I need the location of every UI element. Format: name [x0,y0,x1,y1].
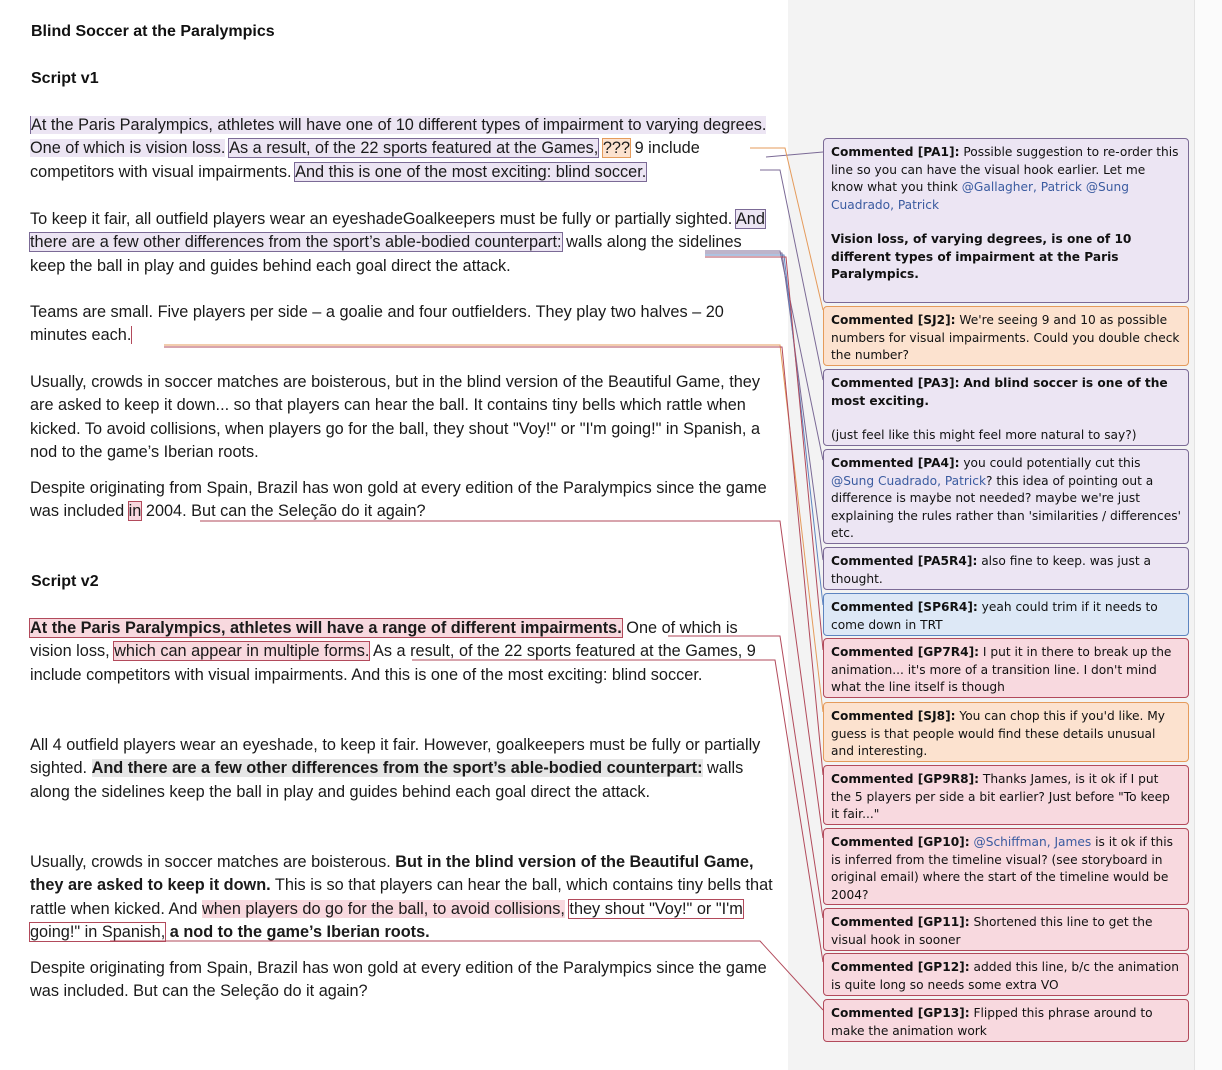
comment-mentions[interactable]: @Sung Cuadrado, Patrick [831,473,987,488]
comment-sp6r4[interactable] [823,593,1189,636]
v2-p3-sentence-1: Usually, crowds in soccer matches are boisterous. [30,853,391,871]
v2-paragraph-2 [30,734,778,804]
comment-suggested-text: Vision loss, of varying degrees, is one of 10 different types of impairment at the Paris Paralympics. [831,232,1132,281]
comment-body: added this line, b/c the animation is quite long so needs some extra VO [831,960,1179,992]
comment-author-label: Commented [GP12]: [831,960,970,974]
comment-body: Shortened this line to get the visual hook in sooner [831,915,1153,947]
comment-body: You can chop this if you'd like. My guess is that people would find these details unusual and interesting. [831,709,1165,758]
v1-p1-question-marks: ??? [602,139,631,158]
comment-pa5r4[interactable] [823,547,1189,590]
comment-author-label: Commented [SJ2]: [831,313,956,327]
v2-p1-sentence-3: which can appear in multiple forms. [114,642,370,661]
comment-sj8[interactable] [823,702,1189,762]
comment-body: We're seeing 9 and 10 as possible numbers for visual impairments. Could you double check the number? [831,313,1180,362]
v2-paragraph-3 [30,851,778,944]
comment-mentions[interactable]: @Gallagher, Patrick @Sung Cuadrado, Patrick [831,180,1129,212]
comment-body: I put it in there to break up the animation... it's more of a transition line. I don't mind what the line itself is though [831,645,1172,694]
comment-suggested-text: And blind soccer is one of the most exciting. [831,376,1168,408]
v1-paragraph-4 [30,371,778,464]
v2-p3-sentence-3: This is so that players can hear the ball, which contains tiny bells that rattle when kicked. And [30,876,773,918]
comment-gp7r4[interactable] [823,638,1189,698]
comment-pa1[interactable] [823,138,1189,303]
comment-body: (just feel like this might feel more natural to say?) [831,428,1137,442]
script-v2-heading: Script v2 [31,573,99,590]
comment-body-start: you could potentially cut this [963,456,1141,470]
v1-p3-sentence-1: Teams are small. Five players per side – a goalie and four outfielders. They play two halves – 20 minutes each. [30,303,724,345]
comment-gp13[interactable] [823,999,1189,1042]
v1-p5-sentence-1: Despite originating from Spain, Brazil has won gold at every edition of the Paralympics since the game was included [30,479,767,521]
comment-pa4[interactable] [823,449,1189,544]
comment-body: Possible suggestion to re-order this line so you can have the visual hook earlier. Let me know what you think [831,145,1179,194]
comment-author-label: Commented [PA1]: [831,145,960,159]
comment-author-label: Commented [SJ8]: [831,709,956,723]
v1-p1-sentence-4: And this is one of the most exciting: blind soccer. [295,162,647,181]
v1-p2-sentence-3: walls along the sidelines keep the ball in play and guides behind each goal direct the attack. [30,233,742,275]
v1-p5-sentence-3: 2004. But can the Seleção do it again? [145,502,426,521]
v2-p3-sentence-5: they shout "Voy!" or "I'm going!" in Spanish, [30,899,743,941]
v1-paragraph-3 [30,301,778,348]
comment-body: also fine to keep. was just a thought. [831,554,1151,586]
comment-sj2[interactable] [823,306,1189,366]
comment-body: yeah could trim if it needs to come down in TRT [831,600,1158,632]
comment-author-label: Commented [GP9R8]: [831,772,980,786]
comment-body: Flipped this phrase around to make the animation work [831,1006,1153,1038]
comment-author-label: Commented [PA5R4]: [831,554,978,568]
v1-paragraph-2 [30,208,778,278]
comment-body: is it ok if this is inferred from the timeline visual? (see storyboard in original email) where the start of the timeline would be 2004? [831,835,1173,902]
v2-p1-sentence-2: One of which is vision loss, [30,619,738,661]
comment-author-label: Commented [PA4]: [831,456,960,470]
vertical-scrollbar[interactable] [1194,0,1222,1070]
comment-gp12[interactable] [823,953,1189,996]
v2-p4-sentence-1: Despite originating from Spain, Brazil has won gold at every edition of the Paralympics since the game was included. But can the Seleção do it again? [30,959,767,1001]
v1-p1-sentence-3: 9 include competitors with visual impairments. [30,139,700,181]
v2-p1-sentence-1: At the Paris Paralympics, athletes will have a range of different impairments. [30,619,622,637]
v2-p2-sentence-1: All 4 outfield players wear an eyeshade, to keep it fair. However, goalkeepers must be fully or partially sighted. [30,736,761,778]
v1-paragraph-1 [30,114,778,184]
comment-gp11[interactable] [823,908,1189,951]
v2-paragraph-4 [30,957,778,1004]
v1-paragraph-5 [30,477,778,524]
comment-body: ? this idea of pointing out a difference is maybe not needed? maybe we're just explaining the rules rather than 'similarities / differences' etc. [831,473,1181,540]
v2-paragraph-1 [30,617,778,687]
script-v1-heading: Script v1 [31,70,99,87]
comment-author-label: Commented [GP11]: [831,915,970,929]
comment-author-label: Commented [GP13]: [831,1006,970,1020]
v2-p3-sentence-2: But in the blind version of the Beautiful Game, they are asked to keep it down. [30,853,754,895]
document-title: Blind Soccer at the Paralympics [31,23,275,40]
v1-p3-comment-anchor [131,326,132,344]
comment-gp10[interactable] [823,828,1189,905]
v1-p2-sentence-2: And there are a few other differences from the sport’s able-bodied counterpart: [30,210,765,252]
v1-p5-in: in [128,502,142,521]
v1-p1-sentence-1: At the Paris Paralympics, athletes will have one of 10 different types of impairment to varying degrees. One of which is vision loss. [30,116,767,158]
v2-p3-sentence-6: a nod to the game’s Iberian roots. [169,922,430,941]
v1-p4-sentence-1: Usually, crowds in soccer matches are boisterous, but in the blind version of the Beautiful Game, they are asked to keep it down... so that players can hear the ball. It contains tiny bells which rattle when kicked. To avoid collisions, when players go for the ball, they shout "Voy!" or "I'm going!" in Spanish, a nod to the game’s Iberian roots. [30,373,761,461]
comment-gp9r8[interactable] [823,765,1189,825]
v1-p1-sentence-2: As a result, of the 22 sports featured at the Games, [229,139,599,158]
comment-pa3[interactable] [823,369,1189,446]
comment-body: Thanks James, is it ok if I put the 5 players per side a bit earlier? Just before "To keep it fair..." [831,772,1170,821]
v2-p1-sentence-4: As a result, of the 22 sports featured at the Games, 9 include competitors with visual impairments. And this is one of the most exciting: blind soccer. [30,642,756,684]
v2-p3-sentence-4: when players do go for the ball, to avoid collisions, [201,899,565,918]
v2-p2-sentence-2: And there are a few other differences from the sport’s able-bodied counterpart: [91,759,703,778]
v2-p2-sentence-3: walls along the sidelines keep the ball in play and guides behind each goal direct the attack. [30,759,744,801]
comment-mentions[interactable]: @Schiffman, James [973,835,1092,849]
v1-p2-sentence-1: To keep it fair, all outfield players wear an eyeshadeGoalkeepers must be fully or partially sighted. [30,210,733,228]
comment-author-label: Commented [SP6R4]: [831,600,978,614]
comment-author-label: Commented [PA3]: [831,376,960,390]
comment-author-label: Commented [GP7R4]: [831,645,980,659]
comment-author-label: Commented [GP10]: [831,835,970,849]
